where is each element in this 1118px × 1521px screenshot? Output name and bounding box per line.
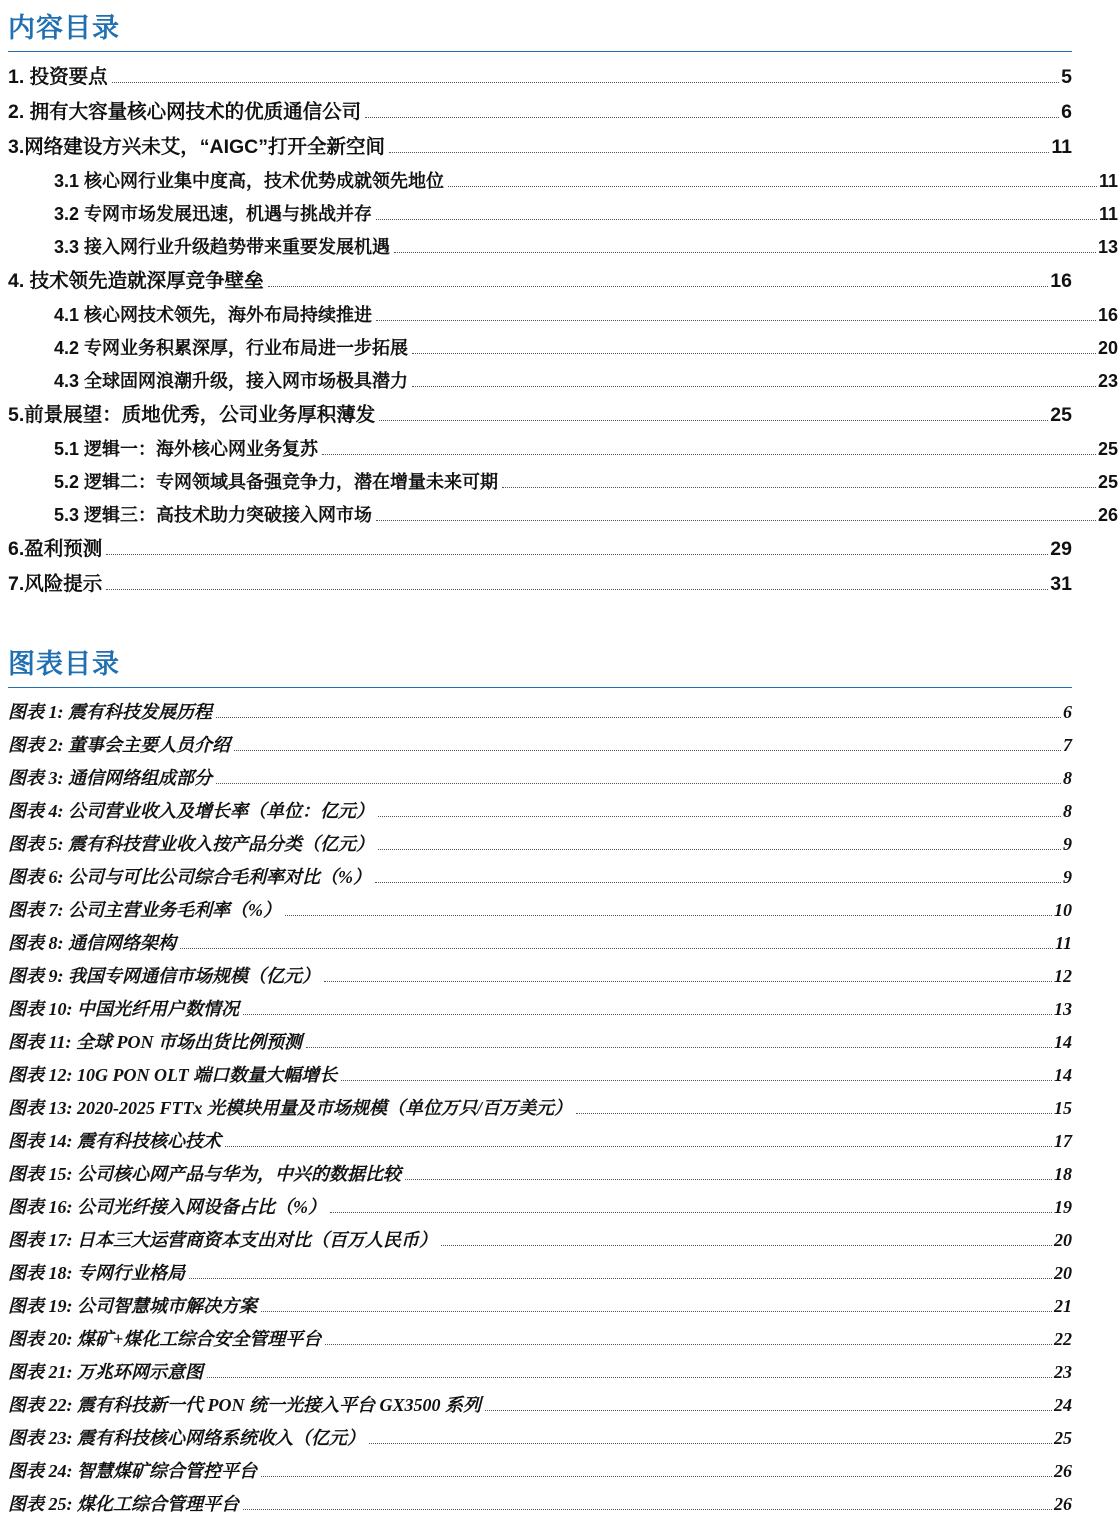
- figure-entry-page: 21: [1054, 1295, 1072, 1316]
- figure-entry-page: 14: [1054, 1031, 1072, 1052]
- figure-entry-page: 17: [1054, 1130, 1072, 1151]
- figure-entry-label: 图表 20: 煤矿+煤化工综合安全管理平台: [8, 1328, 322, 1349]
- figures-heading: 图表目录: [8, 649, 120, 679]
- figure-entry-page: 15: [1054, 1097, 1072, 1118]
- figure-leader-dots: [485, 1410, 1052, 1411]
- toc-entry[interactable]: [8, 165, 1118, 198]
- figure-entry-label: 图表 19: 公司智慧城市解决方案: [8, 1295, 257, 1316]
- toc-entry-page: 5: [1061, 65, 1072, 88]
- figure-entry[interactable]: [8, 1125, 1072, 1158]
- figure-leader-dots: [243, 1014, 1052, 1015]
- toc-leader-dots: [389, 152, 1049, 153]
- figure-leader-dots: [330, 1212, 1052, 1213]
- figure-entry[interactable]: [8, 894, 1072, 927]
- toc-leader-dots: [448, 186, 1097, 187]
- figure-entry-page: 20: [1054, 1229, 1072, 1250]
- figure-entry-page: 26: [1054, 1460, 1072, 1481]
- figure-leader-dots: [324, 981, 1052, 982]
- figure-entry-label: 图表 24: 智慧煤矿综合管控平台: [8, 1460, 257, 1481]
- contents-heading-rule: [8, 51, 1072, 52]
- figure-entry-page: 11: [1054, 932, 1072, 953]
- figure-entry-label: 图表 15: 公司核心网产品与华为，中兴的数据比较: [8, 1163, 401, 1184]
- figure-leader-dots: [261, 1311, 1052, 1312]
- figure-entry[interactable]: [8, 762, 1072, 795]
- figure-entry-page: 8: [1063, 800, 1072, 821]
- figure-entry[interactable]: [8, 861, 1072, 894]
- toc-entry-label: 3.2 专网市场发展迅速，机遇与挑战并存: [54, 203, 373, 224]
- section-spacer: [0, 602, 1080, 636]
- figure-entry[interactable]: [8, 1026, 1072, 1059]
- figure-leader-dots: [341, 1080, 1052, 1081]
- toc-leader-dots: [365, 117, 1059, 118]
- toc-entry[interactable]: [8, 398, 1072, 433]
- toc-leader-dots: [112, 82, 1059, 83]
- figure-leader-dots: [378, 849, 1061, 850]
- toc-entry[interactable]: [8, 231, 1118, 264]
- toc-entry[interactable]: [8, 466, 1118, 499]
- figure-entry-label: 图表 9: 我国专网通信市场规模（亿元）: [8, 965, 320, 986]
- figure-entry-label: 图表 5: 震有科技营业收入按产品分类（亿元）: [8, 833, 374, 854]
- figure-leader-dots: [325, 1344, 1052, 1345]
- figure-entry-page: 19: [1054, 1196, 1072, 1217]
- figure-entry-label: 图表 25: 煤化工综合管理平台: [8, 1493, 239, 1514]
- toc-leader-dots: [322, 454, 1096, 455]
- toc-entry-page: 20: [1097, 337, 1118, 358]
- figure-entry-page: 12: [1054, 965, 1072, 986]
- figure-leader-dots: [189, 1278, 1052, 1279]
- figure-entry-label: 图表 17: 日本三大运营商资本支出对比（百万人民币）: [8, 1229, 437, 1250]
- figure-entry-page: 6: [1063, 701, 1072, 722]
- toc-entry[interactable]: [8, 198, 1118, 231]
- toc-entry-label: 3.1 核心网行业集中度高，技术优势成就领先地位: [54, 170, 445, 191]
- toc-entry[interactable]: [8, 499, 1118, 532]
- figure-leader-dots: [207, 1377, 1052, 1378]
- figure-leader-dots: [375, 882, 1061, 883]
- toc-entry-page: 29: [1050, 537, 1072, 560]
- toc-leader-dots: [379, 420, 1048, 421]
- figure-leader-dots: [261, 1476, 1052, 1477]
- figure-entry[interactable]: [8, 1290, 1072, 1323]
- figure-entry-page: 22: [1054, 1328, 1072, 1349]
- toc-entry-page: 16: [1097, 304, 1118, 325]
- figure-entry[interactable]: [8, 1356, 1072, 1389]
- figure-entry[interactable]: [8, 1389, 1072, 1422]
- figure-entry-page: 23: [1054, 1361, 1072, 1382]
- toc-entry-label: 2. 拥有大容量核心网技术的优质通信公司: [8, 100, 362, 123]
- toc-entry-label: 7.风险提示: [8, 572, 103, 595]
- toc-entry-label: 3.3 接入网行业升级趋势带来重要发展机遇: [54, 236, 391, 257]
- toc-entry-page: 23: [1097, 370, 1118, 391]
- contents-heading: 内容目录: [8, 13, 120, 43]
- figure-entry-label: 图表 16: 公司光纤接入网设备占比（%）: [8, 1196, 326, 1217]
- figure-leader-dots: [216, 717, 1061, 718]
- figure-entry-page: 13: [1054, 998, 1072, 1019]
- figure-leader-dots: [234, 750, 1061, 751]
- figure-entry-page: 9: [1063, 866, 1072, 887]
- toc-entry[interactable]: [8, 95, 1072, 130]
- figure-leader-dots: [576, 1113, 1052, 1114]
- figure-entry[interactable]: [8, 1257, 1072, 1290]
- figure-entry-label: 图表 4: 公司营业收入及增长率（单位：亿元）: [8, 800, 374, 821]
- figure-entry-page: 14: [1054, 1064, 1072, 1085]
- figure-entry-label: 图表 2: 董事会主要人员介绍: [8, 734, 230, 755]
- figure-entry[interactable]: [8, 1488, 1072, 1521]
- figure-list: [0, 696, 1080, 1521]
- figure-entry[interactable]: [8, 1158, 1072, 1191]
- toc-entry-page: 26: [1097, 504, 1118, 525]
- figure-entry-label: 图表 23: 震有科技核心网络系统收入（亿元）: [8, 1427, 365, 1448]
- toc-entry[interactable]: [8, 60, 1072, 95]
- toc-leader-dots: [376, 219, 1097, 220]
- figure-leader-dots: [285, 915, 1052, 916]
- toc-entry-label: 5.1 逻辑一：海外核心网业务复苏: [54, 438, 319, 459]
- figure-leader-dots: [369, 1443, 1052, 1444]
- figure-entry-page: 25: [1054, 1427, 1072, 1448]
- toc-entry-label: 5.3 逻辑三：高技术助力突破接入网市场: [54, 504, 373, 525]
- figure-entry-page: 18: [1054, 1163, 1072, 1184]
- figure-entry-page: 20: [1054, 1262, 1072, 1283]
- toc-entry-label: 4. 技术领先造就深厚竞争壁垒: [8, 269, 264, 292]
- figure-entry[interactable]: [8, 1323, 1072, 1356]
- figure-entry-label: 图表 22: 震有科技新一代 PON 统一光接入平台 GX3500 系列: [8, 1394, 481, 1415]
- figure-entry-label: 图表 7: 公司主营业务毛利率（%）: [8, 899, 281, 920]
- toc-entry-page: 11: [1051, 135, 1072, 158]
- figure-entry[interactable]: [8, 1059, 1072, 1092]
- toc-entry-page: 25: [1050, 403, 1072, 426]
- toc-leader-dots: [412, 386, 1096, 387]
- figure-entry-label: 图表 10: 中国光纤用户数情况: [8, 998, 239, 1019]
- figure-entry[interactable]: [8, 1422, 1072, 1455]
- figure-entry-label: 图表 21: 万兆环网示意图: [8, 1361, 203, 1382]
- figure-leader-dots: [306, 1047, 1052, 1048]
- toc-leader-dots: [502, 487, 1096, 488]
- figure-entry-page: 24: [1054, 1394, 1072, 1415]
- toc-leader-dots: [106, 589, 1048, 590]
- figure-entry-label: 图表 11: 全球 PON 市场出货比例预测: [8, 1031, 302, 1052]
- figure-entry-page: 8: [1063, 767, 1072, 788]
- toc-entry-page: 25: [1097, 471, 1118, 492]
- figures-heading-rule: [8, 687, 1072, 688]
- figure-entry[interactable]: [8, 696, 1072, 729]
- toc-entry[interactable]: [8, 532, 1072, 567]
- figure-entry-page: 10: [1054, 899, 1072, 920]
- figure-entry[interactable]: [8, 1455, 1072, 1488]
- figure-entry[interactable]: [8, 927, 1072, 960]
- figure-leader-dots: [180, 948, 1053, 949]
- toc-entry[interactable]: [8, 365, 1118, 398]
- toc-leader-dots: [376, 520, 1096, 521]
- figure-entry[interactable]: [8, 729, 1072, 762]
- toc-entry-label: 5.2 逻辑二：专网领域具备强竞争力，潜在增量未来可期: [54, 471, 499, 492]
- toc-entry-label: 4.3 全球固网浪潮升级，接入网市场极具潜力: [54, 370, 409, 391]
- toc-entry-page: 11: [1098, 203, 1118, 224]
- toc-entry-label: 4.2 专网业务积累深厚，行业布局进一步拓展: [54, 337, 409, 358]
- toc-entry-page: 6: [1061, 100, 1072, 123]
- figure-entry-label: 图表 8: 通信网络架构: [8, 932, 176, 953]
- figure-entry-label: 图表 14: 震有科技核心技术: [8, 1130, 221, 1151]
- figure-entry-label: 图表 13: 2020-2025 FTTx 光模块用量及市场规模（单位万只/百万美元）: [8, 1097, 572, 1118]
- toc-entry-page: 25: [1097, 438, 1118, 459]
- figure-entry-label: 图表 18: 专网行业格局: [8, 1262, 185, 1283]
- toc-entry-label: 5.前景展望：质地优秀，公司业务厚积薄发: [8, 403, 376, 426]
- figure-leader-dots: [441, 1245, 1052, 1246]
- figure-leader-dots: [225, 1146, 1052, 1147]
- figure-entry[interactable]: [8, 993, 1072, 1026]
- toc-entry[interactable]: [8, 299, 1118, 332]
- toc-entry-page: 16: [1050, 269, 1072, 292]
- toc-entry-page: 13: [1097, 236, 1118, 257]
- figure-entry[interactable]: [8, 1224, 1072, 1257]
- figure-entry-label: 图表 6: 公司与可比公司综合毛利率对比（%）: [8, 866, 371, 887]
- toc-entry[interactable]: [8, 567, 1072, 602]
- toc-entry[interactable]: [8, 130, 1072, 165]
- toc-entry-page: 11: [1098, 170, 1118, 191]
- figure-entry-page: 7: [1063, 734, 1072, 755]
- figure-entry-label: 图表 12: 10G PON OLT 端口数量大幅增长: [8, 1064, 338, 1085]
- toc-entry-label: 6.盈利预测: [8, 537, 103, 560]
- toc-entry-label: 3.网络建设方兴未艾，“AIGC”打开全新空间: [8, 135, 386, 158]
- figure-entry-label: 图表 3: 通信网络组成部分: [8, 767, 212, 788]
- figure-entry[interactable]: [8, 828, 1072, 861]
- toc-entry-label: 4.1 核心网技术领先，海外布局持续推进: [54, 304, 373, 325]
- table-of-contents: [0, 60, 1118, 602]
- toc-entry[interactable]: [8, 332, 1118, 365]
- toc-leader-dots: [376, 320, 1096, 321]
- figure-entry[interactable]: [8, 1092, 1072, 1125]
- figure-leader-dots: [378, 816, 1061, 817]
- toc-leader-dots: [268, 286, 1049, 287]
- figure-entry-label: 图表 1: 震有科技发展历程: [8, 701, 212, 722]
- toc-leader-dots: [412, 353, 1096, 354]
- toc-entry[interactable]: [8, 264, 1072, 299]
- toc-entry[interactable]: [8, 433, 1118, 466]
- figure-entry-page: 26: [1054, 1493, 1072, 1514]
- figure-leader-dots: [243, 1509, 1052, 1510]
- figure-entry[interactable]: [8, 1191, 1072, 1224]
- toc-entry-page: 31: [1050, 572, 1072, 595]
- figure-leader-dots: [216, 783, 1061, 784]
- toc-leader-dots: [394, 252, 1096, 253]
- figure-entry[interactable]: [8, 960, 1072, 993]
- figure-entry[interactable]: [8, 795, 1072, 828]
- toc-entry-label: 1. 投资要点: [8, 65, 108, 88]
- figure-leader-dots: [405, 1179, 1052, 1180]
- toc-leader-dots: [106, 554, 1048, 555]
- figure-entry-page: 9: [1063, 833, 1072, 854]
